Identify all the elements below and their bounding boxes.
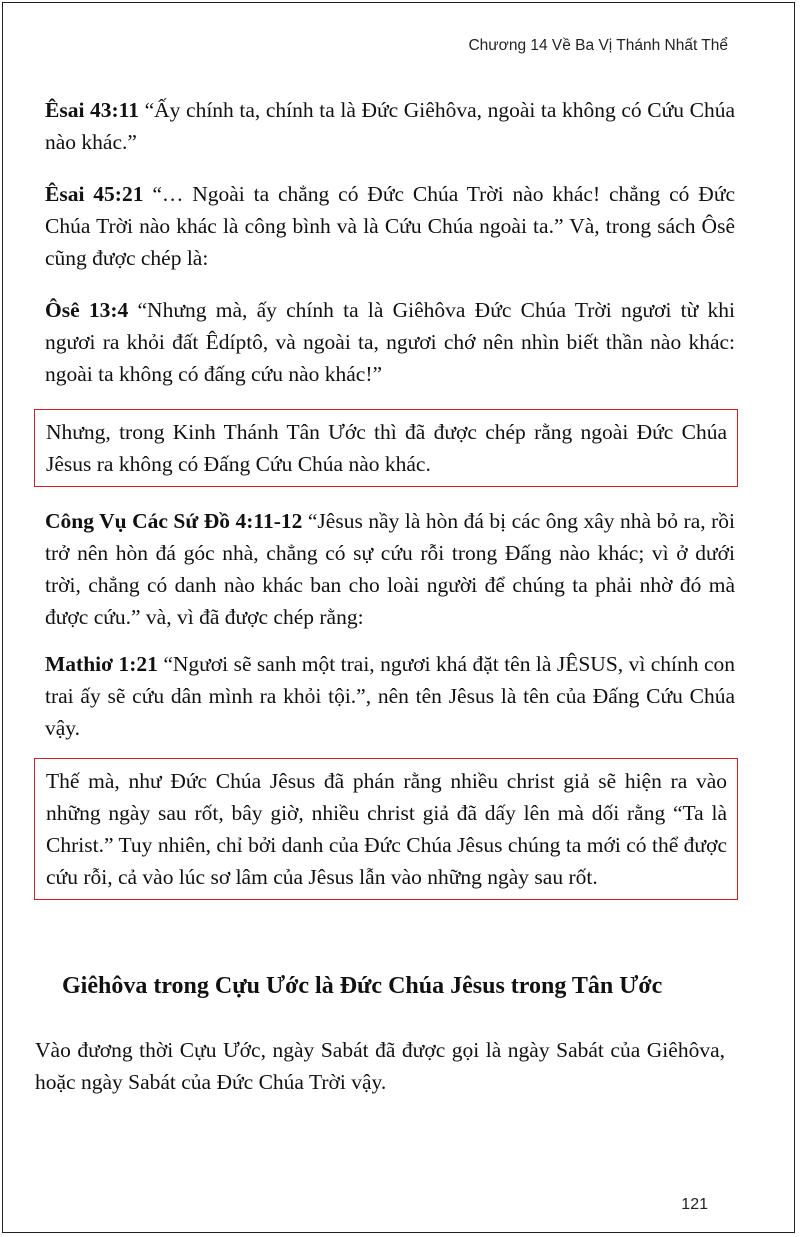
verse-matthew-1-21 [45, 648, 735, 744]
verse-text: “… Ngoài ta chẳng có Đức Chúa Trời nào khác! chẳng có Đức Chúa Trời nào khác là công bình và là Cứu Chúa ngoài ta.” Và, trong sách Ôsê cũng được chép là: [45, 182, 736, 270]
highlight-text: Nhưng, trong Kinh Thánh Tân Ước thì đã được chép rằng ngoài Đức Chúa Jêsus ra không có Đấng Cứu Chúa nào khác. [46, 420, 727, 476]
highlight-box-false-christs [34, 758, 738, 900]
verse-reference: Công Vụ Các Sứ Đồ 4:11-12 [45, 509, 303, 533]
verse-reference: Êsai 43:11 [45, 98, 139, 122]
verse-reference: Mathiơ 1:21 [45, 652, 158, 676]
verse-text: “Ấy chính ta, chính ta là Đức Giêhôva, ngoài ta không có Cứu Chúa nào khác.” [45, 98, 736, 154]
verse-acts-4-11-12 [45, 505, 735, 633]
verse-reference: Ôsê 13:4 [45, 298, 129, 322]
highlight-box-new-testament [34, 409, 738, 487]
verse-esai-43-11 [45, 94, 735, 158]
verse-esai-45-21 [45, 178, 735, 274]
running-head: Chương 14 Về Ba Vị Thánh Nhất Thể [468, 37, 728, 54]
verse-ose-13-4 [45, 294, 735, 390]
section-heading: Giêhôva trong Cựu Ước là Đức Chúa Jêsus trong Tân Ước [62, 973, 663, 999]
verse-text: “Jêsus nầy là hòn đá bị các ông xây nhà bỏ ra, rồi trở nên hòn đá góc nhà, chẳng có sự cứu rỗi trong Đấng nào khác; vì ở dưới trời, chẳng có danh nào khác ban cho loài người để chúng ta phải nhờ đó mà được cứu.” và, vì đã được chép rằng: [45, 509, 736, 629]
verse-text: “Ngươi sẽ sanh một trai, ngươi khá đặt tên là JÊSUS, vì chính con trai ấy sẽ cứu dân mình ra khỏi tội.”, nên tên Jêsus là tên của Đấng Cứu Chúa vậy. [45, 652, 736, 740]
highlight-text: Thế mà, như Đức Chúa Jêsus đã phán rằng nhiều christ giả sẽ hiện ra vào những ngày sau rốt, bây giờ, nhiều christ giả đã dấy lên mà dối rằng “Ta là Christ.” Tuy nhiên, chỉ bởi danh của Đức Chúa Jêsus chúng ta mới có thể được cứu rỗi, cả vào lúc sơ lâm của Jêsus lẫn vào những ngày sau rốt. [46, 769, 727, 889]
verse-reference: Êsai 45:21 [45, 182, 144, 206]
closing-paragraph: Vào đương thời Cựu Ước, ngày Sabát đã được gọi là ngày Sabát của Giêhôva, hoặc ngày Sabát của Đức Chúa Trời vậy. [35, 1038, 725, 1094]
verse-text: “Nhưng mà, ấy chính ta là Giêhôva Đức Chúa Trời ngươi từ khi ngươi ra khỏi đất Êdíptô, và ngoài ta, ngươi chớ nên nhìn biết thần nào khác: ngoài ta không có đấng cứu nào khác!” [45, 298, 736, 386]
page-number: 121 [681, 1196, 708, 1213]
